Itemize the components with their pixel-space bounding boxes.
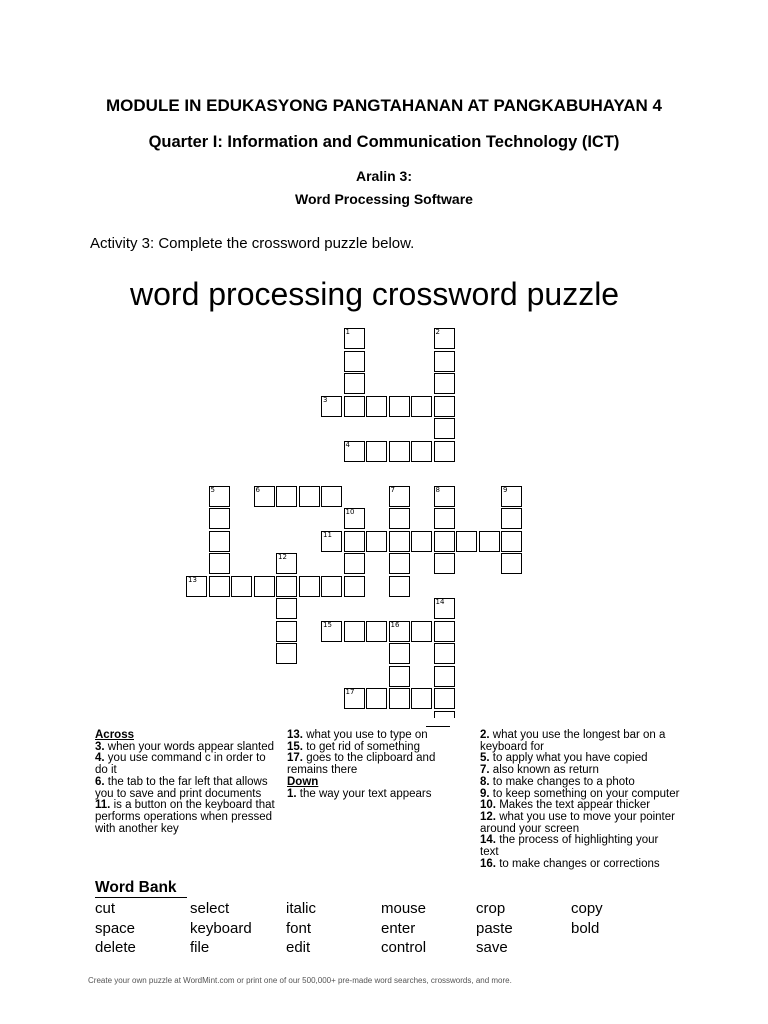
clue-text: to get rid of something <box>306 740 420 753</box>
crossword-cell <box>366 531 387 552</box>
clue-number: 4. <box>95 752 108 765</box>
crossword-cell <box>501 486 522 507</box>
crossword-cell <box>344 553 365 574</box>
clue-number: 1. <box>287 787 300 800</box>
crossword-cell <box>366 621 387 642</box>
word-bank-word: crop <box>476 900 506 917</box>
crossword-cell <box>344 396 365 417</box>
crossword-cell <box>434 373 455 394</box>
clue-text: to apply what you have copied <box>492 752 648 765</box>
clue-number: 17 <box>345 688 355 696</box>
word-bank-word: mouse <box>381 900 427 917</box>
clue-number: 15 <box>323 620 332 629</box>
clue-number: 14 <box>435 598 445 606</box>
clue-number: 5. <box>480 752 493 765</box>
crossword-cell <box>389 688 410 709</box>
crossword-cell <box>209 486 230 507</box>
clue-item <box>95 777 275 800</box>
clue-number: 9 <box>503 485 508 494</box>
clue-number: 16 <box>390 620 400 629</box>
crossword-cell <box>321 621 342 642</box>
clues-column-2 <box>287 730 467 800</box>
word-bank-word: enter <box>381 919 416 937</box>
crossword-cell <box>434 643 455 664</box>
crossword-cell <box>389 576 410 597</box>
clue-number: 11 <box>323 530 332 539</box>
word-bank-word: cut <box>95 900 116 917</box>
clue-number: 16. <box>480 857 500 870</box>
crossword-cell <box>209 576 230 597</box>
clue-item <box>480 835 680 858</box>
clue-text: when your words appear slanted <box>107 740 275 753</box>
clue-text: what you use the longest bar on a keyboard for <box>480 729 666 753</box>
crossword-cell <box>209 508 230 529</box>
crossword-cell <box>434 553 455 574</box>
crossword-cell <box>479 531 500 552</box>
crossword-cell <box>366 441 387 462</box>
clue-number: 4 <box>345 440 350 449</box>
word-bank-word: edit <box>286 939 311 956</box>
crossword-cell <box>389 486 410 507</box>
clue-item <box>480 812 680 835</box>
clue-text: also known as return <box>492 764 599 777</box>
crossword-cell <box>231 576 252 597</box>
clue-number: 10 <box>345 508 355 516</box>
clue-number: 13. <box>287 729 307 741</box>
crossword-cell <box>434 396 455 417</box>
crossword-cell <box>344 351 365 372</box>
clue-text: goes to the clipboard and remains there <box>287 752 436 777</box>
clues-heading: Down <box>287 775 319 788</box>
crossword-cell <box>434 328 455 349</box>
word-bank-word: bold <box>571 919 600 937</box>
clue-text: the process of highlighting your text <box>480 834 659 859</box>
clues-column-3 <box>480 730 680 870</box>
crossword-cell <box>389 643 410 664</box>
clue-text: to make changes or corrections <box>499 857 660 870</box>
clue-number: 10. <box>480 799 500 812</box>
clue-number: 8 <box>435 485 440 494</box>
puzzle-title: word processing crossword puzzle <box>130 276 620 312</box>
crossword-cell <box>276 576 297 597</box>
clue-number: 7 <box>390 485 395 494</box>
clue-number: 2. <box>480 729 493 741</box>
word-bank-word: select <box>190 900 230 917</box>
clues-column-1 <box>95 730 275 835</box>
crossword-cell <box>276 486 297 507</box>
word-bank-word: delete <box>95 939 136 956</box>
crossword-cell <box>434 508 455 529</box>
clue-item <box>95 753 275 776</box>
word-bank-word: paste <box>476 919 513 937</box>
clue-number: 3. <box>95 740 108 753</box>
crossword-cell <box>276 598 297 619</box>
clue-text: what you use to type on <box>306 729 428 741</box>
word-bank-word: copy <box>571 900 603 917</box>
word-bank-word: control <box>381 939 427 956</box>
crossword-cell <box>366 688 387 709</box>
word-bank-word: space <box>95 919 136 937</box>
clue-text: to keep something on your computer <box>492 787 680 800</box>
clue-number: 1 <box>345 328 350 336</box>
clues-heading: Across <box>95 729 134 741</box>
word-bank-word: keyboard <box>190 919 252 937</box>
crossword-cell <box>276 643 297 664</box>
crossword-cell <box>321 486 342 507</box>
crossword-cell <box>344 373 365 394</box>
clue-number: 3 <box>323 395 328 404</box>
clue-number: 6 <box>255 485 260 494</box>
clue-number: 14. <box>480 834 500 847</box>
clue-number: 7. <box>480 764 493 777</box>
word-bank-word: italic <box>286 900 317 917</box>
crossword-cell <box>434 621 455 642</box>
crossword-cell <box>299 576 320 597</box>
crossword-cell <box>299 486 320 507</box>
clue-item <box>480 730 680 753</box>
crossword-cell <box>389 666 410 687</box>
clue-number: 12. <box>480 810 500 823</box>
clue-text: what you use to move your pointer around your screen <box>480 810 675 835</box>
crossword-cell <box>389 531 410 552</box>
crossword-cell <box>276 621 297 642</box>
clues-panel <box>68 718 702 998</box>
crossword-cell <box>434 666 455 687</box>
crossword-cell <box>344 621 365 642</box>
crossword-cell <box>434 486 455 507</box>
word-bank-word: font <box>286 919 312 937</box>
word-bank-word: file <box>190 939 210 956</box>
crossword-cell <box>389 441 410 462</box>
crossword-cell <box>186 576 207 597</box>
crossword-cell <box>344 328 365 349</box>
crossword-cell <box>434 418 455 439</box>
clue-text: the tab to the far left that allows you to save and print documents <box>95 775 268 800</box>
crossword-cell <box>254 486 275 507</box>
crossword-cell <box>389 553 410 574</box>
word-bank-underline <box>95 897 187 898</box>
crossword-cell <box>434 441 455 462</box>
crossword-cell <box>366 396 387 417</box>
crossword-cell <box>389 621 410 642</box>
clue-number: 2 <box>435 328 440 336</box>
crossword-cell <box>434 531 455 552</box>
crossword-cell <box>501 508 522 529</box>
crossword-cell <box>389 508 410 529</box>
crossword-puzzle <box>68 266 702 694</box>
crossword-cell <box>209 553 230 574</box>
lesson-number: Aralin 3: <box>355 168 412 184</box>
divider <box>426 726 450 727</box>
crossword-cell <box>321 531 342 552</box>
crossword-cell <box>411 621 432 642</box>
activity-instruction: Activity 3: Complete the crossword puzzle below. <box>90 235 415 252</box>
clue-item <box>480 859 680 871</box>
clue-number: 9. <box>480 787 493 800</box>
clue-item <box>287 753 467 776</box>
quarter-title: Quarter I: Information and Communication Technology (ICT) <box>148 133 620 151</box>
word-bank-title: Word Bank <box>95 879 177 896</box>
crossword-cell <box>209 531 230 552</box>
crossword-cell <box>501 553 522 574</box>
crossword-grid <box>68 266 702 694</box>
clue-number: 5 <box>210 485 215 494</box>
clue-number: 15. <box>287 740 307 753</box>
crossword-cell <box>411 396 432 417</box>
crossword-cell <box>456 531 477 552</box>
crossword-cell <box>344 441 365 462</box>
crossword-cell <box>344 688 365 709</box>
crossword-cell <box>501 531 522 552</box>
crossword-cell <box>254 576 275 597</box>
crossword-cell <box>321 396 342 417</box>
crossword-cell <box>344 508 365 529</box>
clue-number: 12 <box>278 553 287 561</box>
crossword-cell <box>411 531 432 552</box>
crossword-cell <box>344 531 365 552</box>
crossword-cell <box>411 688 432 709</box>
clue-text: the way your text appears <box>299 787 432 800</box>
clue-number: 6. <box>95 775 108 788</box>
crossword-cell <box>321 576 342 597</box>
crossword-cell <box>434 688 455 709</box>
module-title: MODULE IN EDUKASYONG PANGTAHANAN AT PANGKABUHAYAN 4 <box>106 96 662 115</box>
crossword-cell <box>434 351 455 372</box>
crossword-cell <box>344 576 365 597</box>
crossword-cell <box>411 441 432 462</box>
crossword-cell <box>434 598 455 619</box>
clue-text: to make changes to a photo <box>492 775 635 788</box>
word-bank-word: save <box>476 939 508 956</box>
crossword-cell <box>276 553 297 574</box>
crossword-cell <box>389 396 410 417</box>
clue-number: 17. <box>287 752 307 765</box>
lesson-topic: Word Processing Software <box>295 191 473 207</box>
clue-item <box>95 800 275 835</box>
clue-text: you use command c in order to do it <box>95 752 266 777</box>
clue-text: Makes the text appear thicker <box>499 799 651 812</box>
footer-note: Create your own puzzle at WordMint.com or print one of our 500,000+ pre-made word searches, crosswords, and more. <box>88 976 512 985</box>
clue-item <box>287 789 467 801</box>
clue-text: is a button on the keyboard that performs operations when pressed with another key <box>95 799 275 835</box>
clue-number: 11. <box>95 799 114 812</box>
clue-number: 8. <box>480 775 493 788</box>
clue-number: 13 <box>188 575 197 584</box>
